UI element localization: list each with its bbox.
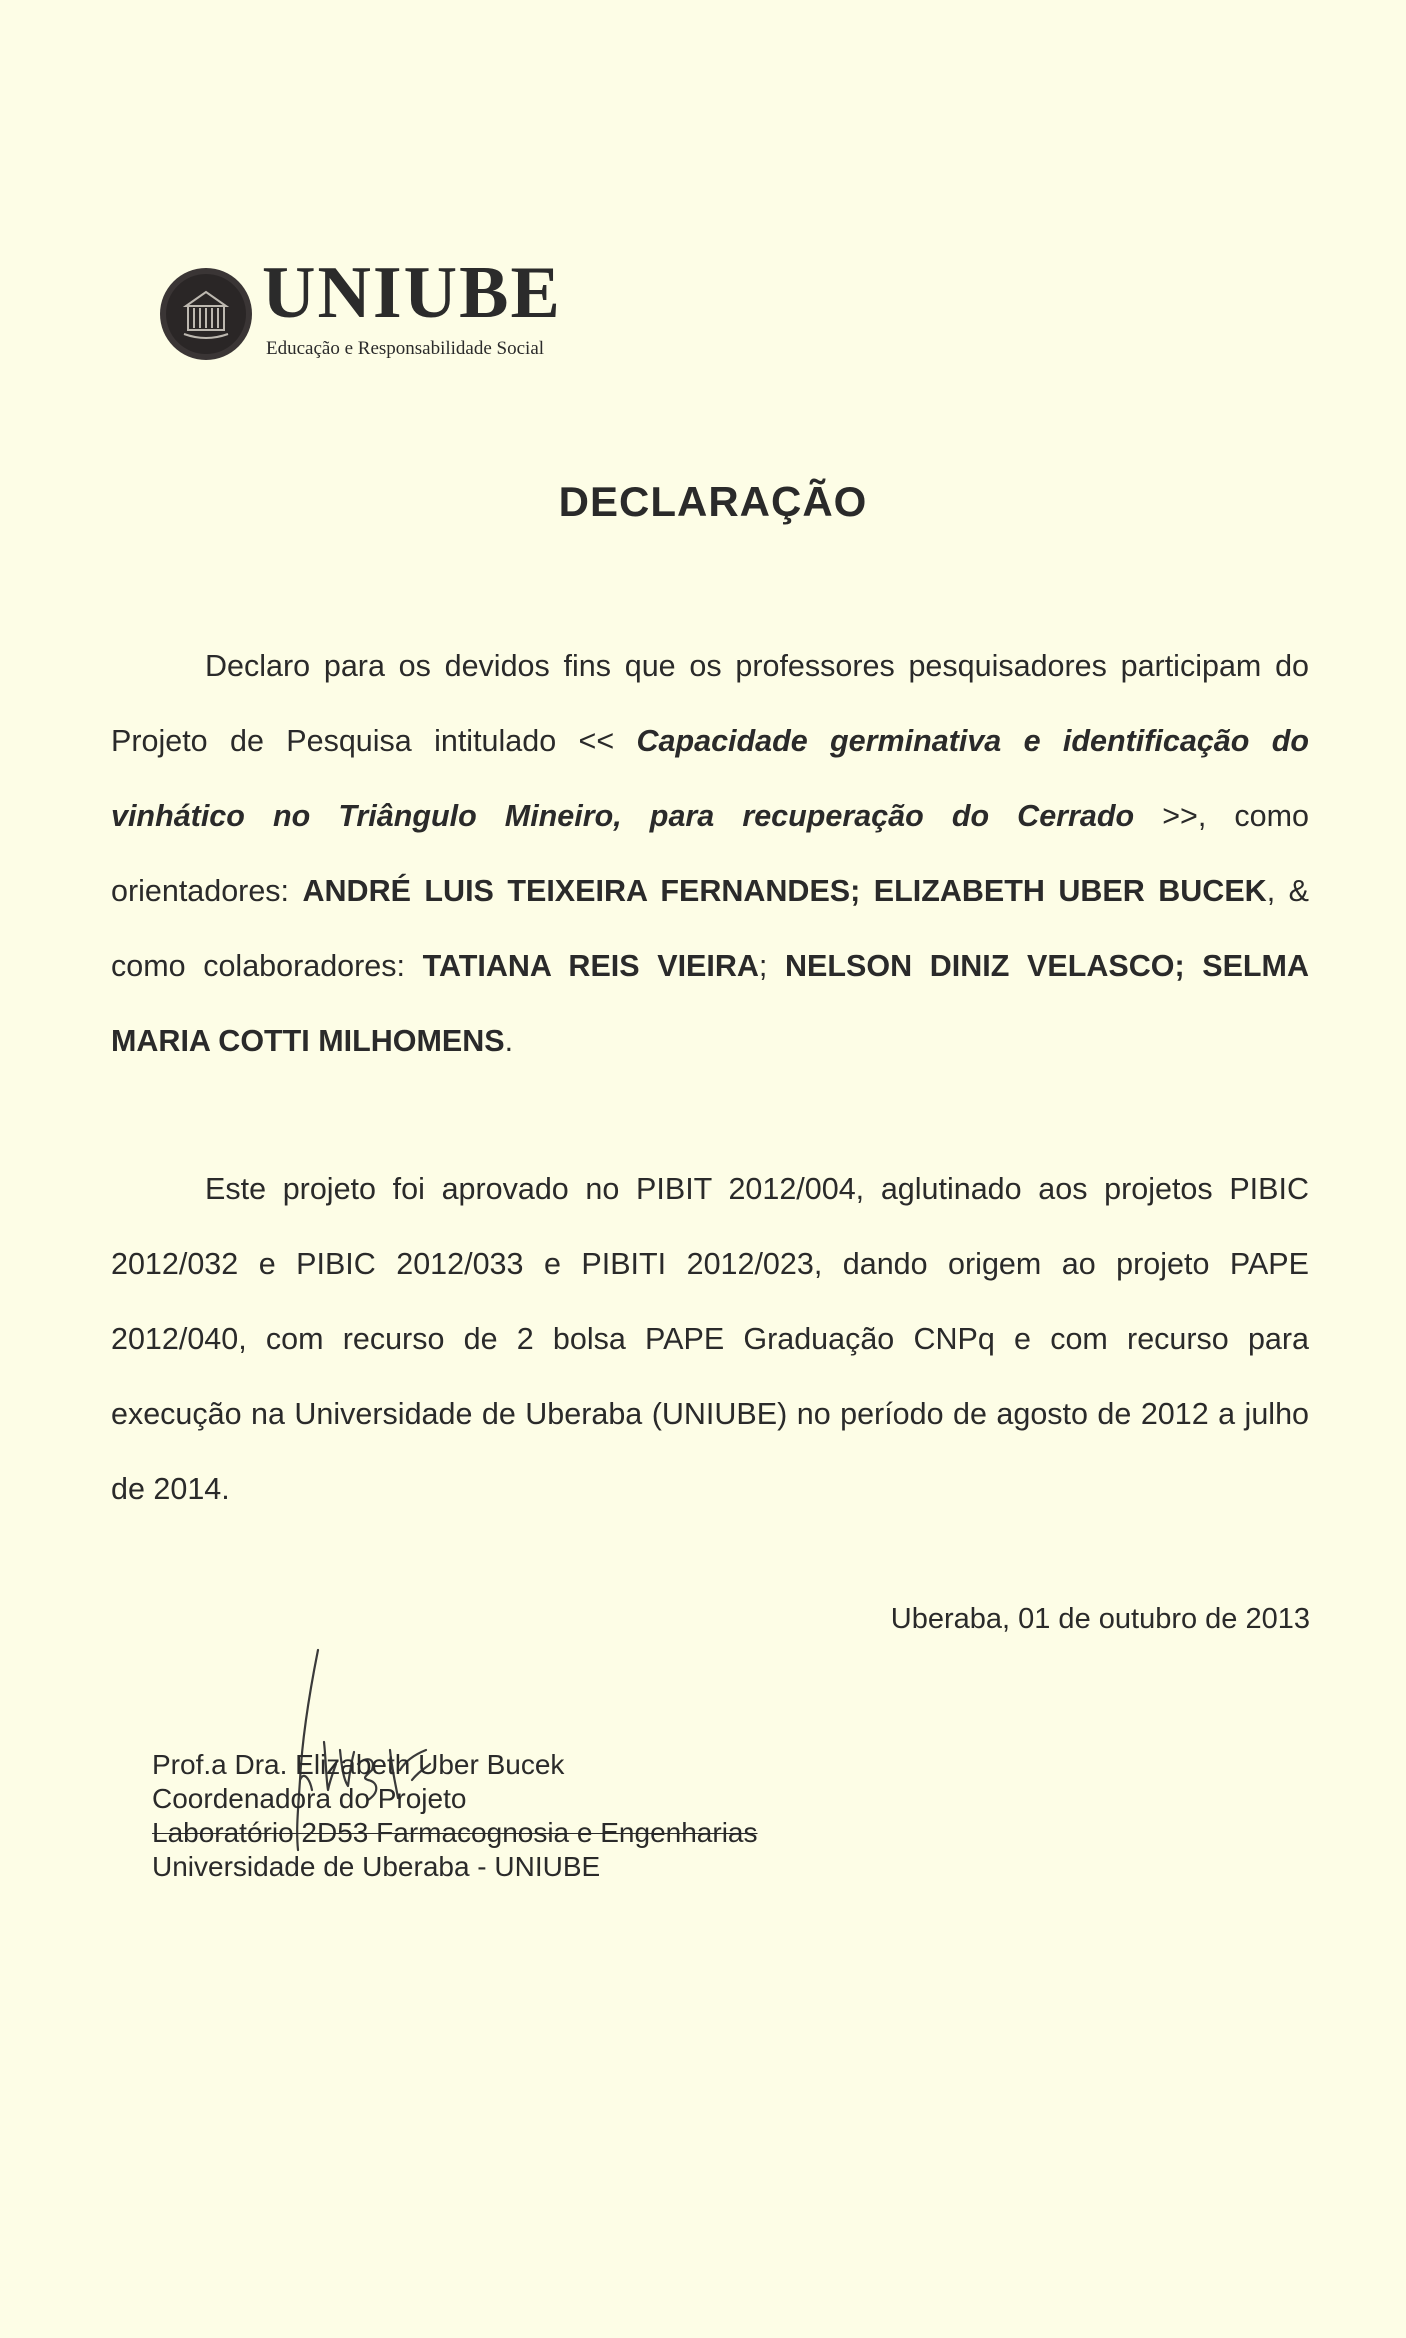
project-title: Capacidade germinativa e identificação do vinhático no Triângulo Mineiro, para recuperação do Cerrado	[111, 724, 1309, 833]
signature-block	[152, 1748, 758, 1884]
logo-name: UNIUBE	[262, 252, 562, 334]
document-title: DECLARAÇÃO	[558, 478, 868, 525]
paragraph-1-middle: , & como colaboradores:	[111, 874, 1310, 983]
paragraph-1-after-title: >>, como orientadores:	[111, 799, 1309, 908]
uniube-emblem-icon	[158, 266, 254, 362]
advisors-names: ANDRÉ LUIS TEIXEIRA FERNANDES; ELIZABETH UBER BUCEK	[302, 874, 1267, 908]
collaborator-name: TATIANA REIS VIEIRA	[422, 949, 759, 983]
paragraph-2: Este projeto foi aprovado no PIBIT 2012/004, aglutinado aos projetos PIBIC 2012/032 e PIBIC 2012/033 e PIBITI 2012/023, dando origem ao projeto PAPE 2012/040, com recurso de 2 bolsa PAPE Graduação CNPq e com recurso para execução na Universidade de Uberaba (UNIUBE) no período de agosto de 2012 a julho de 2014.	[111, 1172, 1309, 1506]
collaborators-names: NELSON DINIZ VELASCO; SELMA MARIA COTTI MILHOMENS	[111, 949, 1309, 1058]
date-place: Uberaba, 01 de outubro de 2013	[890, 1603, 1310, 1635]
signatory-lab: Laboratório 2D53 Farmacognosia e Engenharias	[152, 1817, 758, 1848]
logo-tagline: Educação e Responsabilidade Social	[266, 338, 545, 359]
paragraph-1-intro: Declaro para os devidos fins que os professores pesquisadores participam do Projeto de Pesquisa intitulado <<	[111, 649, 1309, 758]
uniube-logo	[158, 252, 598, 372]
separator: ;	[758, 949, 786, 983]
paragraph-1	[111, 629, 1309, 1079]
signatory-institution: Universidade de Uberaba - UNIUBE	[152, 1851, 601, 1882]
paragraph-1-end: .	[504, 1024, 514, 1058]
signatory-role: Coordenadora do Projeto	[152, 1783, 467, 1814]
signatory-name: Prof.a Dra. Elizabeth Uber Bucek	[152, 1749, 565, 1780]
